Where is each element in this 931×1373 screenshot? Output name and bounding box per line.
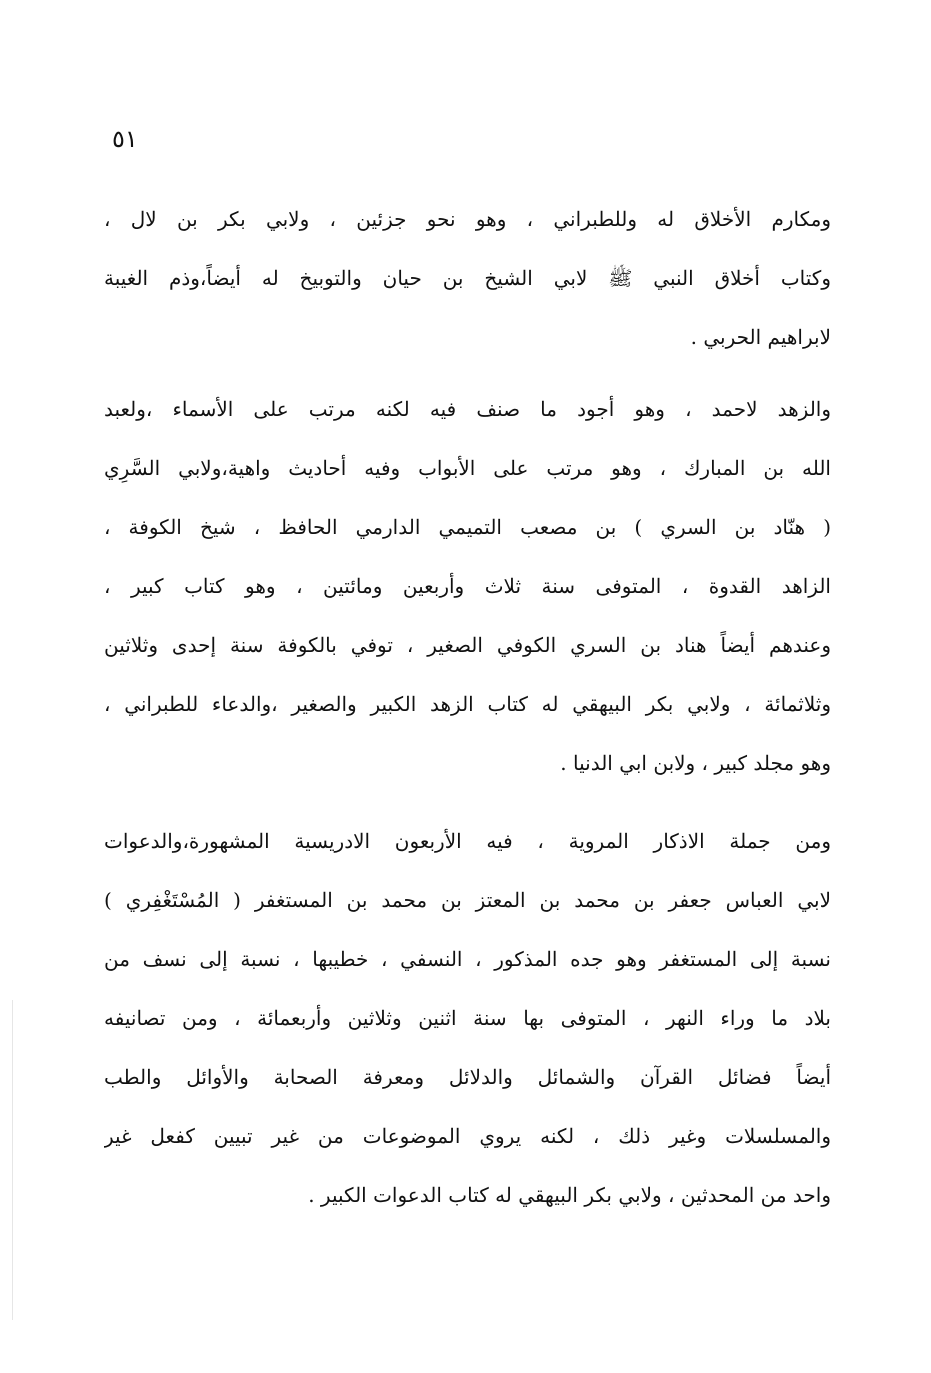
text-line: لابي العباس جعفر بن محمد بن المعتز بن محمد بن المستغفر ( المُسْتَغْفِري ) (104, 888, 831, 912)
text-line: بلاد ما وراء النهر ، المتوفى بها سنة اثنين وثلاثين وأربعمائة ، ومن تصانيفه (104, 1006, 831, 1030)
text-line: الله بن المبارك ، وهو مرتب على الأبواب وفيه أحاديث واهية،ولابي السَّرِي (104, 456, 831, 480)
text-line: واحد من المحدثين ، ولابي بكر البيهقي له كتاب الدعوات الكبير . (308, 1183, 831, 1207)
text-line: وثلاثمائة ، ولابي بكر البيهقي له كتاب الزهد الكبير والصغير ،والدعاء للطبراني ، (104, 692, 831, 716)
text-line: وهو مجلد كبير ، ولابن ابي الدنيا . (560, 751, 831, 775)
paragraph-1 (104, 190, 831, 367)
page-number: ٥١ (112, 125, 138, 153)
paragraph-3 (104, 812, 831, 1225)
paragraph-2 (104, 380, 831, 793)
text-line: نسبة إلى المستغفر وهو جده المذكور ، النسفي ، خطيبها ، نسبة إلى نسف من (104, 947, 831, 971)
text-line: وكتاب أخلاق النبي ﷺ لابي الشيخ بن حيان والتوبيخ له أيضاً،وذم الغيبة (104, 266, 831, 290)
text-line: ومن جملة الاذكار المروية ، فيه الأربعون الادريسية المشهورة،والدعوات (104, 829, 831, 853)
scan-edge-line (12, 1000, 13, 1320)
text-line: لابراهيم الحربي . (690, 325, 831, 349)
text-line: والزهد لاحمد ، وهو أجود ما صنف فيه لكنه مرتب على الأسماء ،ولعبد (104, 397, 831, 421)
text-line: ومكارم الأخلاق له وللطبراني ، وهو نحو جزئين ، ولابي بكر بن لال ، (104, 207, 831, 231)
text-line: ( هنّاد بن السري ) بن مصعب التميمي الدارمي الحافظ ، شيخ الكوفة ، (104, 515, 831, 539)
text-line: وعندهم أيضاً هناد بن السري الكوفي الصغير ، توفي بالكوفة سنة إحدى وثلاثين (104, 633, 831, 657)
text-line: أيضاً فضائل القرآن والشمائل والدلائل ومعرفة الصحابة والأوائل والطب (104, 1065, 831, 1089)
text-line: الزاهد القدوة ، المتوفى سنة ثلاث وأربعين ومائتين ، وهو كتاب كبير ، (104, 574, 831, 598)
text-line: والمسلسلات وغير ذلك ، لكنه يروي الموضوعات من غير تبيين كفعل غير (104, 1124, 831, 1148)
